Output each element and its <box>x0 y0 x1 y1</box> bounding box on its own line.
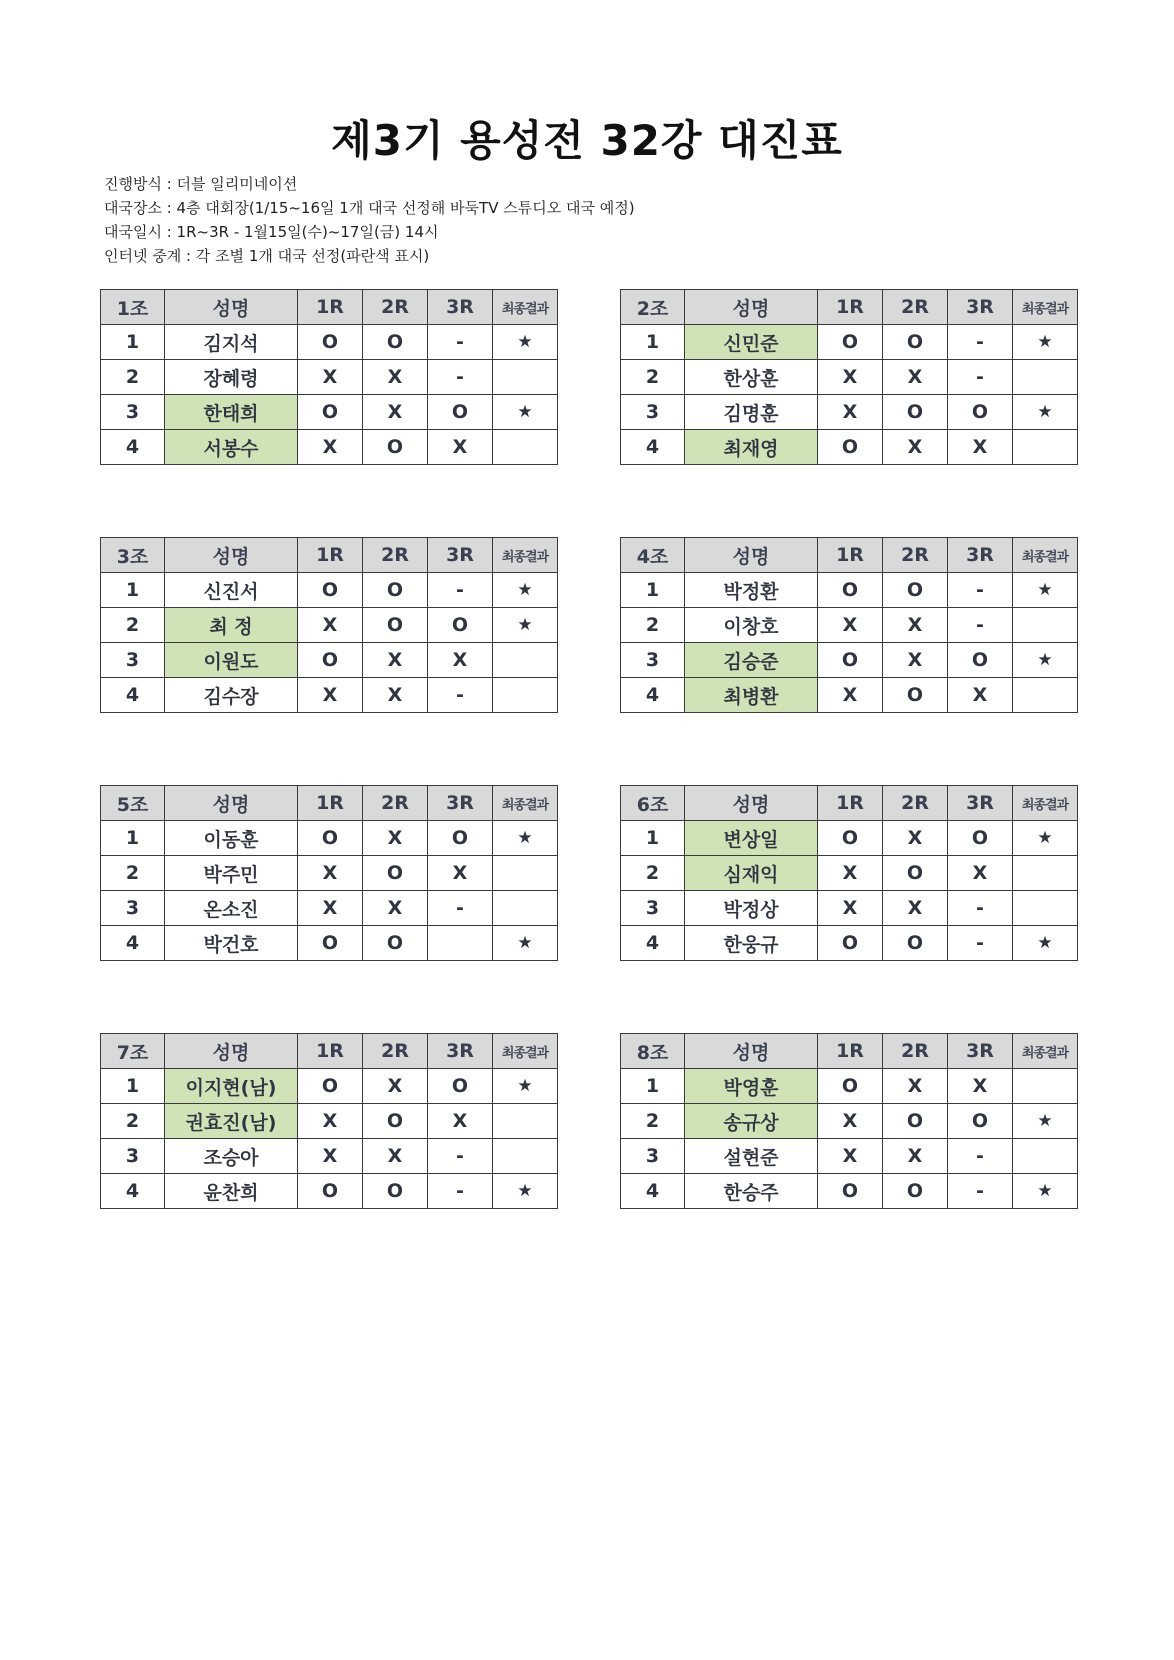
player-name: 김명훈 <box>685 395 818 430</box>
header-round-1: 1R <box>298 1034 363 1069</box>
round-2-result: O <box>363 608 428 643</box>
info-venue: 대국장소 : 4층 대회장(1/15~16일 1개 대국 선정해 바둑TV 스튜디오 대국 예정) <box>104 199 635 217</box>
seed-number: 2 <box>621 608 685 643</box>
group-label: 7조 <box>101 1034 165 1069</box>
header-round-3: 3R <box>948 1034 1013 1069</box>
seed-number: 2 <box>101 608 165 643</box>
group-table <box>620 785 1078 961</box>
player-name: 윤찬희 <box>165 1174 298 1209</box>
header-name: 성명 <box>685 1034 818 1069</box>
final-result-star <box>1013 1139 1078 1174</box>
final-result-star: ★ <box>1013 1104 1078 1139</box>
group-label: 2조 <box>621 290 685 325</box>
group-label: 3조 <box>101 538 165 573</box>
round-1-result: O <box>298 1174 363 1209</box>
round-3-result: - <box>948 891 1013 926</box>
seed-number: 4 <box>621 678 685 713</box>
final-result-star <box>1013 360 1078 395</box>
seed-number: 4 <box>101 926 165 961</box>
seed-number: 2 <box>101 360 165 395</box>
round-3-result: X <box>428 856 493 891</box>
round-2-result: O <box>363 856 428 891</box>
table-row <box>621 573 1078 608</box>
round-1-result: X <box>818 891 883 926</box>
player-name: 신진서 <box>165 573 298 608</box>
round-3-result: X <box>948 678 1013 713</box>
table-row <box>621 856 1078 891</box>
round-2-result: O <box>883 1104 948 1139</box>
table-row <box>101 678 558 713</box>
round-3-result: - <box>948 360 1013 395</box>
player-name: 최병환 <box>685 678 818 713</box>
header-round-3: 3R <box>428 290 493 325</box>
header-round-1: 1R <box>818 1034 883 1069</box>
table-row <box>101 360 558 395</box>
header-round-2: 2R <box>363 786 428 821</box>
page-title: 제3기 용성전 32강 대진표 <box>331 116 843 165</box>
round-3-result: - <box>948 325 1013 360</box>
round-3-result: - <box>428 891 493 926</box>
header-round-3: 3R <box>428 786 493 821</box>
seed-number: 4 <box>621 1174 685 1209</box>
info-schedule: 대국일시 : 1R~3R - 1월15일(수)~17일(금) 14시 <box>104 223 439 241</box>
table-header-row <box>621 786 1078 821</box>
round-3-result: O <box>948 643 1013 678</box>
round-3-result: - <box>428 360 493 395</box>
round-3-result: X <box>948 1069 1013 1104</box>
tournament-info <box>104 172 635 268</box>
group-table <box>620 537 1078 713</box>
final-result-star <box>1013 608 1078 643</box>
table-row <box>101 395 558 430</box>
header-final-result: 최종결과 <box>493 1034 558 1069</box>
round-3-result: - <box>948 1174 1013 1209</box>
header-final-result: 최종결과 <box>493 786 558 821</box>
round-2-result: X <box>363 821 428 856</box>
player-name: 조승아 <box>165 1139 298 1174</box>
round-2-result: O <box>883 395 948 430</box>
round-2-result: X <box>363 360 428 395</box>
player-name: 한상훈 <box>685 360 818 395</box>
final-result-star: ★ <box>493 821 558 856</box>
round-1-result: X <box>298 856 363 891</box>
header-final-result: 최종결과 <box>1013 1034 1078 1069</box>
group-label: 1조 <box>101 290 165 325</box>
header-final-result: 최종결과 <box>1013 290 1078 325</box>
round-2-result: O <box>883 573 948 608</box>
final-result-star <box>493 891 558 926</box>
table-row <box>621 1069 1078 1104</box>
round-1-result: O <box>298 573 363 608</box>
round-2-result: O <box>363 573 428 608</box>
final-result-star: ★ <box>1013 1174 1078 1209</box>
player-name: 변상일 <box>685 821 818 856</box>
header-round-3: 3R <box>428 1034 493 1069</box>
header-round-1: 1R <box>298 290 363 325</box>
player-name: 김수장 <box>165 678 298 713</box>
round-2-result: X <box>363 678 428 713</box>
group-table <box>100 289 558 465</box>
round-3-result <box>428 926 493 961</box>
table-header-row <box>101 538 558 573</box>
round-1-result: O <box>818 643 883 678</box>
final-result-star: ★ <box>493 1069 558 1104</box>
seed-number: 4 <box>621 926 685 961</box>
round-2-result: O <box>363 325 428 360</box>
header-name: 성명 <box>165 290 298 325</box>
round-3-result: O <box>428 1069 493 1104</box>
final-result-star: ★ <box>1013 926 1078 961</box>
table-row <box>101 1069 558 1104</box>
table-row <box>621 1104 1078 1139</box>
seed-number: 3 <box>621 643 685 678</box>
group-table <box>100 1033 558 1209</box>
header-name: 성명 <box>165 786 298 821</box>
seed-number: 3 <box>621 395 685 430</box>
player-name: 이동훈 <box>165 821 298 856</box>
player-name: 박정상 <box>685 891 818 926</box>
round-1-result: X <box>298 678 363 713</box>
table-row <box>101 325 558 360</box>
round-1-result: O <box>818 1174 883 1209</box>
round-3-result: - <box>428 325 493 360</box>
round-3-result: - <box>948 573 1013 608</box>
final-result-star: ★ <box>1013 821 1078 856</box>
round-2-result: X <box>883 608 948 643</box>
round-1-result: O <box>818 821 883 856</box>
table-row <box>621 1174 1078 1209</box>
round-2-result: X <box>363 395 428 430</box>
final-result-star: ★ <box>1013 643 1078 678</box>
round-1-result: O <box>818 926 883 961</box>
round-1-result: X <box>298 608 363 643</box>
final-result-star: ★ <box>493 1174 558 1209</box>
player-name: 이지현(남) <box>165 1069 298 1104</box>
final-result-star <box>1013 856 1078 891</box>
header-round-3: 3R <box>948 786 1013 821</box>
table-row <box>621 395 1078 430</box>
player-name: 심재익 <box>685 856 818 891</box>
player-name: 이창호 <box>685 608 818 643</box>
header-round-1: 1R <box>298 786 363 821</box>
final-result-star: ★ <box>1013 573 1078 608</box>
final-result-star: ★ <box>1013 395 1078 430</box>
seed-number: 3 <box>101 891 165 926</box>
table-row <box>621 1139 1078 1174</box>
table-row <box>621 891 1078 926</box>
header-final-result: 최종결과 <box>493 290 558 325</box>
table-row <box>621 821 1078 856</box>
header-name: 성명 <box>165 538 298 573</box>
header-name: 성명 <box>685 538 818 573</box>
round-3-result: - <box>948 1139 1013 1174</box>
player-name: 권효진(남) <box>165 1104 298 1139</box>
player-name: 장혜령 <box>165 360 298 395</box>
seed-number: 1 <box>101 325 165 360</box>
round-2-result: O <box>883 678 948 713</box>
header-final-result: 최종결과 <box>1013 538 1078 573</box>
seed-number: 4 <box>621 430 685 465</box>
seed-number: 3 <box>101 1139 165 1174</box>
round-3-result: - <box>428 1174 493 1209</box>
round-2-result: X <box>363 1139 428 1174</box>
round-2-result: O <box>883 856 948 891</box>
player-name: 한웅규 <box>685 926 818 961</box>
final-result-star <box>493 1139 558 1174</box>
player-name: 박영훈 <box>685 1069 818 1104</box>
round-3-result: - <box>428 1139 493 1174</box>
final-result-star <box>1013 678 1078 713</box>
round-1-result: X <box>298 1139 363 1174</box>
round-3-result: X <box>428 430 493 465</box>
round-2-result: X <box>883 1069 948 1104</box>
table-header-row <box>101 786 558 821</box>
round-1-result: O <box>298 1069 363 1104</box>
final-result-star: ★ <box>493 395 558 430</box>
player-name: 서봉수 <box>165 430 298 465</box>
header-round-2: 2R <box>363 538 428 573</box>
final-result-star <box>1013 1069 1078 1104</box>
final-result-star <box>493 643 558 678</box>
round-2-result: O <box>363 1174 428 1209</box>
player-name: 한태희 <box>165 395 298 430</box>
table-header-row <box>621 1034 1078 1069</box>
round-2-result: O <box>883 1174 948 1209</box>
table-row <box>101 1139 558 1174</box>
header-name: 성명 <box>165 1034 298 1069</box>
table-row <box>101 821 558 856</box>
round-1-result: X <box>818 1104 883 1139</box>
round-2-result: O <box>363 926 428 961</box>
round-2-result: X <box>883 1139 948 1174</box>
round-1-result: O <box>298 821 363 856</box>
round-1-result: X <box>298 360 363 395</box>
group-table <box>620 1033 1078 1209</box>
player-name: 송규상 <box>685 1104 818 1139</box>
player-name: 김승준 <box>685 643 818 678</box>
round-3-result: O <box>428 608 493 643</box>
table-row <box>621 678 1078 713</box>
round-1-result: X <box>818 856 883 891</box>
seed-number: 3 <box>101 643 165 678</box>
round-2-result: X <box>883 430 948 465</box>
round-2-result: O <box>363 1104 428 1139</box>
round-2-result: X <box>883 643 948 678</box>
seed-number: 2 <box>621 856 685 891</box>
info-format: 진행방식 : 더블 일리미네이션 <box>104 175 298 193</box>
round-3-result: X <box>948 856 1013 891</box>
final-result-star <box>493 360 558 395</box>
round-2-result: X <box>883 821 948 856</box>
header-round-2: 2R <box>883 538 948 573</box>
round-1-result: O <box>818 1069 883 1104</box>
player-name: 온소진 <box>165 891 298 926</box>
header-round-3: 3R <box>948 290 1013 325</box>
table-header-row <box>101 290 558 325</box>
seed-number: 1 <box>101 821 165 856</box>
round-1-result: O <box>298 926 363 961</box>
table-row <box>101 573 558 608</box>
round-1-result: O <box>298 325 363 360</box>
round-1-result: O <box>298 643 363 678</box>
round-3-result: - <box>428 678 493 713</box>
round-3-result: X <box>428 1104 493 1139</box>
round-1-result: X <box>818 395 883 430</box>
header-round-1: 1R <box>298 538 363 573</box>
final-result-star: ★ <box>493 926 558 961</box>
player-name: 이원도 <box>165 643 298 678</box>
round-3-result: O <box>428 821 493 856</box>
round-3-result: X <box>428 643 493 678</box>
player-name: 최재영 <box>685 430 818 465</box>
player-name: 신민준 <box>685 325 818 360</box>
seed-number: 2 <box>101 1104 165 1139</box>
player-name: 한승주 <box>685 1174 818 1209</box>
seed-number: 3 <box>621 1139 685 1174</box>
table-row <box>101 1104 558 1139</box>
seed-number: 2 <box>621 360 685 395</box>
final-result-star: ★ <box>493 608 558 643</box>
round-1-result: X <box>298 891 363 926</box>
table-row <box>101 608 558 643</box>
seed-number: 1 <box>621 325 685 360</box>
header-round-3: 3R <box>428 538 493 573</box>
table-header-row <box>621 538 1078 573</box>
table-row <box>621 430 1078 465</box>
group-table <box>100 537 558 713</box>
group-label: 6조 <box>621 786 685 821</box>
final-result-star <box>493 856 558 891</box>
seed-number: 4 <box>101 678 165 713</box>
table-row <box>101 643 558 678</box>
final-result-star: ★ <box>493 573 558 608</box>
round-3-result: O <box>948 1104 1013 1139</box>
table-row <box>621 608 1078 643</box>
header-round-2: 2R <box>883 290 948 325</box>
header-name: 성명 <box>685 786 818 821</box>
table-row <box>101 926 558 961</box>
player-name: 설현준 <box>685 1139 818 1174</box>
final-result-star <box>493 430 558 465</box>
header-round-1: 1R <box>818 538 883 573</box>
table-header-row <box>621 290 1078 325</box>
player-name: 김지석 <box>165 325 298 360</box>
round-3-result: - <box>428 573 493 608</box>
table-row <box>101 1174 558 1209</box>
round-1-result: X <box>298 430 363 465</box>
seed-number: 3 <box>101 395 165 430</box>
table-row <box>621 360 1078 395</box>
round-1-result: O <box>298 395 363 430</box>
header-round-2: 2R <box>363 290 428 325</box>
round-2-result: X <box>363 1069 428 1104</box>
seed-number: 3 <box>621 891 685 926</box>
round-2-result: O <box>363 430 428 465</box>
final-result-star <box>1013 430 1078 465</box>
seed-number: 1 <box>101 1069 165 1104</box>
table-row <box>101 891 558 926</box>
round-1-result: X <box>818 360 883 395</box>
header-final-result: 최종결과 <box>493 538 558 573</box>
header-name: 성명 <box>685 290 818 325</box>
player-name: 박건호 <box>165 926 298 961</box>
header-round-1: 1R <box>818 290 883 325</box>
seed-number: 4 <box>101 430 165 465</box>
round-2-result: O <box>883 325 948 360</box>
group-table <box>100 785 558 961</box>
round-2-result: X <box>883 891 948 926</box>
final-result-star: ★ <box>1013 325 1078 360</box>
table-row <box>621 926 1078 961</box>
seed-number: 1 <box>621 821 685 856</box>
round-2-result: O <box>883 926 948 961</box>
header-round-2: 2R <box>883 1034 948 1069</box>
header-round-2: 2R <box>363 1034 428 1069</box>
round-2-result: X <box>883 360 948 395</box>
round-1-result: O <box>818 573 883 608</box>
group-table <box>620 289 1078 465</box>
round-1-result: O <box>818 325 883 360</box>
final-result-star <box>493 1104 558 1139</box>
header-round-1: 1R <box>818 786 883 821</box>
header-round-2: 2R <box>883 786 948 821</box>
table-row <box>101 430 558 465</box>
seed-number: 1 <box>621 573 685 608</box>
player-name: 최 정 <box>165 608 298 643</box>
round-3-result: X <box>948 430 1013 465</box>
round-3-result: O <box>948 395 1013 430</box>
player-name: 박정환 <box>685 573 818 608</box>
group-label: 5조 <box>101 786 165 821</box>
seed-number: 1 <box>101 573 165 608</box>
round-2-result: X <box>363 643 428 678</box>
table-header-row <box>101 1034 558 1069</box>
seed-number: 2 <box>621 1104 685 1139</box>
table-row <box>621 643 1078 678</box>
final-result-star: ★ <box>493 325 558 360</box>
table-row <box>101 856 558 891</box>
player-name: 박주민 <box>165 856 298 891</box>
round-1-result: X <box>818 608 883 643</box>
header-final-result: 최종결과 <box>1013 786 1078 821</box>
seed-number: 4 <box>101 1174 165 1209</box>
group-label: 8조 <box>621 1034 685 1069</box>
round-3-result: O <box>948 821 1013 856</box>
round-1-result: X <box>818 1139 883 1174</box>
round-1-result: X <box>298 1104 363 1139</box>
final-result-star <box>1013 891 1078 926</box>
round-3-result: - <box>948 608 1013 643</box>
header-round-3: 3R <box>948 538 1013 573</box>
final-result-star <box>493 678 558 713</box>
round-2-result: X <box>363 891 428 926</box>
round-3-result: O <box>428 395 493 430</box>
table-row <box>621 325 1078 360</box>
round-1-result: X <box>818 678 883 713</box>
group-label: 4조 <box>621 538 685 573</box>
round-1-result: O <box>818 430 883 465</box>
seed-number: 2 <box>101 856 165 891</box>
round-3-result: - <box>948 926 1013 961</box>
info-broadcast: 인터넷 중계 : 각 조별 1개 대국 선정(파란색 표시) <box>104 247 430 265</box>
seed-number: 1 <box>621 1069 685 1104</box>
